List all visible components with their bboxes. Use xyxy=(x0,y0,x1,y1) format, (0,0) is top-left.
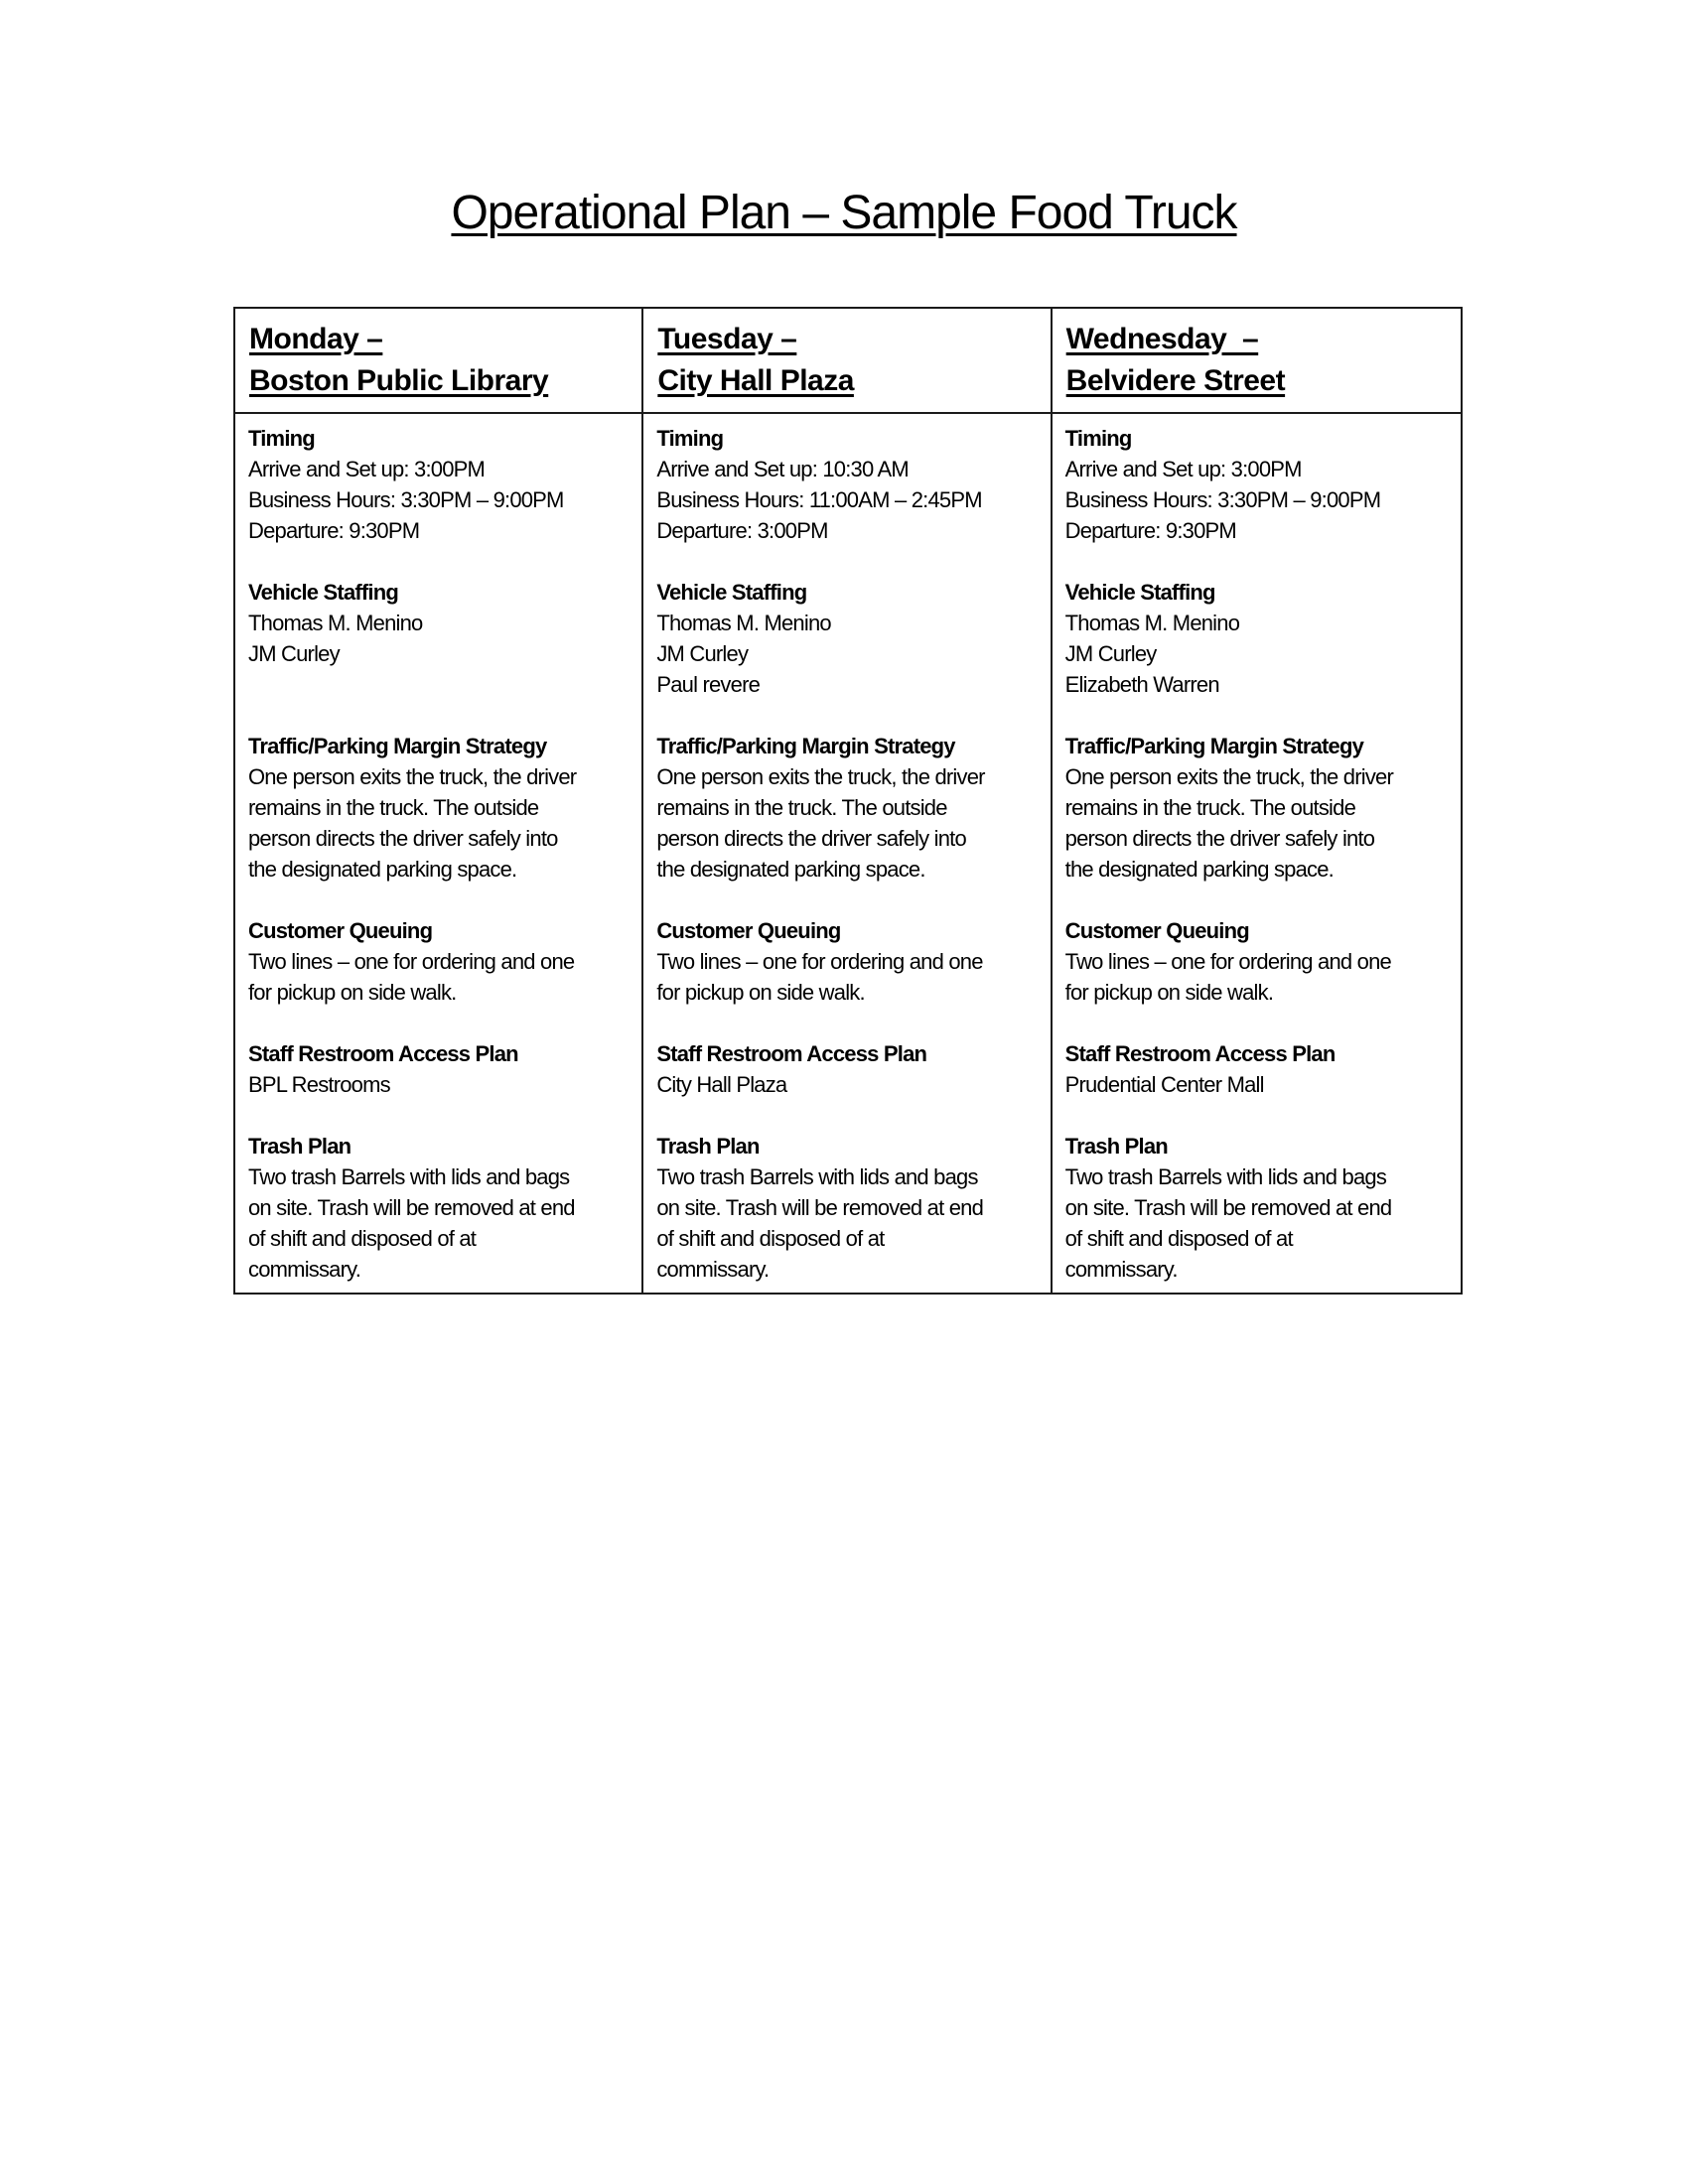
section-line: Two lines – one for ordering and one xyxy=(248,949,575,974)
day-column-body-tuesday xyxy=(643,414,1052,1293)
section-title: Traffic/Parking Margin Strategy xyxy=(248,734,547,758)
section-line: on site. Trash will be removed at end xyxy=(248,1195,575,1220)
section-title: Trash Plan xyxy=(1064,1134,1168,1159)
section-title: Customer Queuing xyxy=(248,918,433,943)
section-line: Thomas M. Menino xyxy=(248,611,423,635)
section-line: remains in the truck. The outside xyxy=(656,795,947,820)
section-vehicle-staffing xyxy=(1065,577,1453,700)
section-line: Thomas M. Menino xyxy=(656,611,831,635)
header-line: Belvidere Street xyxy=(1065,364,1286,397)
section-line: Prudential Center Mall xyxy=(1064,1072,1264,1097)
section-line: BPL Restrooms xyxy=(248,1072,390,1097)
section-line: Two trash Barrels with lids and bags xyxy=(656,1164,978,1189)
section-line: Departure: 9:30PM xyxy=(248,518,420,543)
section-trash-plan xyxy=(656,1131,1042,1285)
day-column-header-monday xyxy=(235,309,643,414)
section-trash-plan xyxy=(1065,1131,1453,1285)
section-line: Two trash Barrels with lids and bags xyxy=(248,1164,570,1189)
section-line: person directs the driver safely into xyxy=(248,826,558,851)
section-line xyxy=(248,669,633,700)
section-line: of shift and disposed of at xyxy=(656,1226,885,1251)
section-line: Elizabeth Warren xyxy=(1064,672,1219,697)
day-column-header-wednesday xyxy=(1053,309,1461,414)
section-traffic-parking-margin-strategy xyxy=(656,731,1042,885)
section-line: JM Curley xyxy=(656,641,749,666)
section-line: One person exits the truck, the driver xyxy=(248,764,577,789)
day-column-header-tuesday xyxy=(643,309,1052,414)
section-line: on site. Trash will be removed at end xyxy=(1064,1195,1392,1220)
section-staff-restroom-access-plan xyxy=(1065,1038,1453,1100)
section-title: Vehicle Staffing xyxy=(248,580,399,605)
section-line: on site. Trash will be removed at end xyxy=(656,1195,984,1220)
section-traffic-parking-margin-strategy xyxy=(1065,731,1453,885)
header-line: Tuesday – xyxy=(657,323,797,355)
section-traffic-parking-margin-strategy xyxy=(248,731,633,885)
section-title: Vehicle Staffing xyxy=(1064,580,1215,605)
section-line: remains in the truck. The outside xyxy=(1064,795,1356,820)
section-line: Departure: 3:00PM xyxy=(656,518,828,543)
section-title: Trash Plan xyxy=(656,1134,760,1159)
section-line: for pickup on side walk. xyxy=(248,980,457,1005)
section-line: the designated parking space. xyxy=(656,857,925,882)
section-timing xyxy=(656,423,1042,546)
section-line: Business Hours: 3:30PM – 9:00PM xyxy=(248,487,564,512)
section-title: Vehicle Staffing xyxy=(656,580,807,605)
section-staff-restroom-access-plan xyxy=(248,1038,633,1100)
section-title: Staff Restroom Access Plan xyxy=(656,1041,927,1066)
header-line: City Hall Plaza xyxy=(657,364,854,397)
section-line: Two trash Barrels with lids and bags xyxy=(1064,1164,1387,1189)
section-line: Thomas M. Menino xyxy=(1064,611,1240,635)
section-title: Staff Restroom Access Plan xyxy=(1064,1041,1336,1066)
page-title: Operational Plan – Sample Food Truck xyxy=(451,187,1237,239)
section-title: Staff Restroom Access Plan xyxy=(248,1041,518,1066)
section-line: JM Curley xyxy=(1064,641,1157,666)
section-timing xyxy=(1065,423,1453,546)
section-customer-queuing xyxy=(248,915,633,1008)
section-line: for pickup on side walk. xyxy=(656,980,865,1005)
section-title: Customer Queuing xyxy=(656,918,841,943)
section-title: Timing xyxy=(1064,426,1132,451)
section-line: of shift and disposed of at xyxy=(1064,1226,1293,1251)
day-column-body-monday xyxy=(235,414,643,1293)
section-line: Arrive and Set up: 3:00PM xyxy=(1064,457,1302,481)
day-column-body-wednesday xyxy=(1053,414,1461,1293)
header-line: Wednesday – xyxy=(1065,323,1259,355)
section-vehicle-staffing xyxy=(248,577,633,700)
section-customer-queuing xyxy=(656,915,1042,1008)
section-line: Arrive and Set up: 10:30 AM xyxy=(656,457,909,481)
header-line: Monday – xyxy=(249,323,383,355)
section-line: commissary. xyxy=(248,1257,361,1282)
section-line: Arrive and Set up: 3:00PM xyxy=(248,457,486,481)
section-timing xyxy=(248,423,633,546)
section-line: Business Hours: 11:00AM – 2:45PM xyxy=(656,487,982,512)
section-line: City Hall Plaza xyxy=(656,1072,787,1097)
section-line: Two lines – one for ordering and one xyxy=(656,949,983,974)
section-staff-restroom-access-plan xyxy=(656,1038,1042,1100)
section-line: of shift and disposed of at xyxy=(248,1226,477,1251)
section-line: remains in the truck. The outside xyxy=(248,795,539,820)
section-line: the designated parking space. xyxy=(248,857,517,882)
section-line: Departure: 9:30PM xyxy=(1064,518,1236,543)
operational-plan-table xyxy=(233,307,1463,1295)
section-customer-queuing xyxy=(1065,915,1453,1008)
section-title: Trash Plan xyxy=(248,1134,352,1159)
section-line: JM Curley xyxy=(248,641,340,666)
section-title: Customer Queuing xyxy=(1064,918,1249,943)
section-title: Traffic/Parking Margin Strategy xyxy=(1064,734,1364,758)
section-line: person directs the driver safely into xyxy=(656,826,966,851)
section-trash-plan xyxy=(248,1131,633,1285)
section-title: Timing xyxy=(248,426,315,451)
section-line: Two lines – one for ordering and one xyxy=(1064,949,1391,974)
section-line: person directs the driver safely into xyxy=(1064,826,1375,851)
section-line: Paul revere xyxy=(656,672,761,697)
section-line: Business Hours: 3:30PM – 9:00PM xyxy=(1064,487,1381,512)
section-line: for pickup on side walk. xyxy=(1064,980,1274,1005)
section-line: One person exits the truck, the driver xyxy=(656,764,985,789)
section-line: commissary. xyxy=(1064,1257,1178,1282)
section-line: the designated parking space. xyxy=(1064,857,1334,882)
section-vehicle-staffing xyxy=(656,577,1042,700)
section-title: Timing xyxy=(656,426,724,451)
section-title: Traffic/Parking Margin Strategy xyxy=(656,734,955,758)
section-line: One person exits the truck, the driver xyxy=(1064,764,1393,789)
section-line: commissary. xyxy=(656,1257,770,1282)
header-line: Boston Public Library xyxy=(249,364,549,397)
